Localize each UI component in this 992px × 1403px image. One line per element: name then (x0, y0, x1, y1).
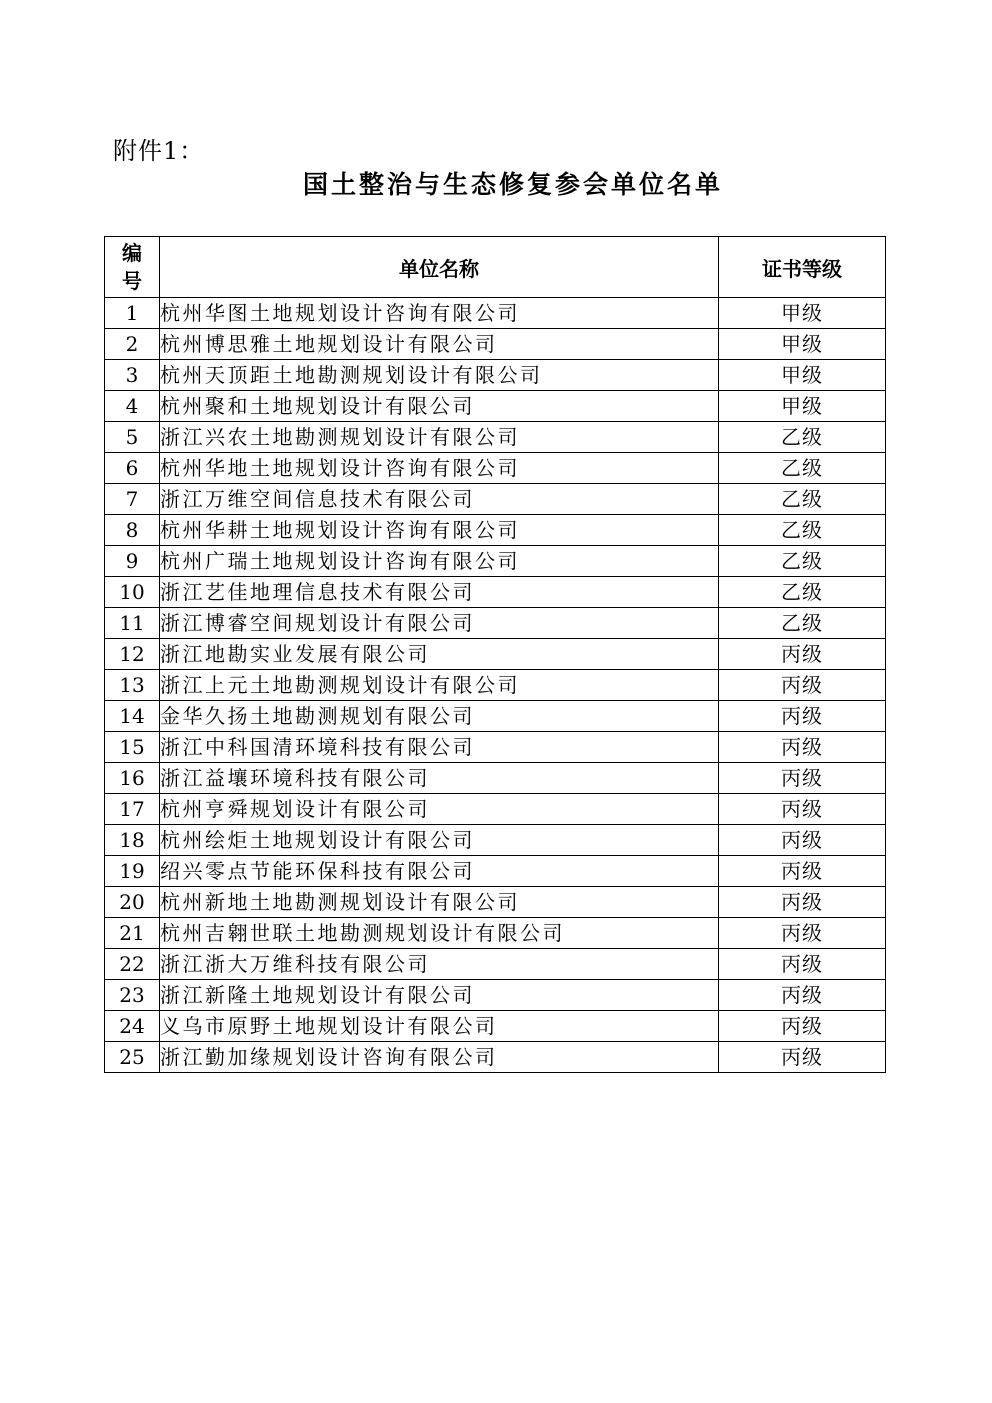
table-row (105, 329, 886, 360)
table-row (105, 732, 886, 763)
certificate-grade: 丙级 (719, 1042, 886, 1073)
unit-name: 浙江艺佳地理信息技术有限公司 (160, 577, 719, 608)
certificate-grade: 丙级 (719, 794, 886, 825)
certificate-grade: 甲级 (719, 391, 886, 422)
unit-name: 绍兴零点节能环保科技有限公司 (160, 856, 719, 887)
unit-name: 浙江兴农土地勘测规划设计有限公司 (160, 422, 719, 453)
table-row (105, 856, 886, 887)
unit-name: 杭州亨舜规划设计有限公司 (160, 794, 719, 825)
table-row (105, 639, 886, 670)
certificate-grade: 丙级 (719, 980, 886, 1011)
table-row (105, 298, 886, 329)
unit-name: 浙江上元土地勘测规划设计有限公司 (160, 670, 719, 701)
row-number: 10 (105, 577, 160, 608)
row-number: 13 (105, 670, 160, 701)
table-body (105, 298, 886, 1073)
header-certificate-grade: 证书等级 (719, 237, 886, 298)
unit-name: 杭州绘炬土地规划设计有限公司 (160, 825, 719, 856)
certificate-grade: 乙级 (719, 608, 886, 639)
row-number: 23 (105, 980, 160, 1011)
row-number: 12 (105, 639, 160, 670)
header-unit-name: 单位名称 (160, 237, 719, 298)
unit-name: 杭州博思雅土地规划设计有限公司 (160, 329, 719, 360)
row-number: 25 (105, 1042, 160, 1073)
row-number: 18 (105, 825, 160, 856)
row-number: 1 (105, 298, 160, 329)
document-title: 国土整治与生态修复参会单位名单 (302, 170, 723, 199)
row-number: 4 (105, 391, 160, 422)
certificate-grade: 丙级 (719, 825, 886, 856)
certificate-grade: 甲级 (719, 360, 886, 391)
row-number: 11 (105, 608, 160, 639)
unit-name: 浙江中科国清环境科技有限公司 (160, 732, 719, 763)
table-row (105, 484, 886, 515)
certificate-grade: 丙级 (719, 856, 886, 887)
row-number: 16 (105, 763, 160, 794)
row-number: 6 (105, 453, 160, 484)
row-number: 8 (105, 515, 160, 546)
table-row (105, 360, 886, 391)
unit-name: 杭州吉翱世联土地勘测规划设计有限公司 (160, 918, 719, 949)
row-number: 17 (105, 794, 160, 825)
table-row (105, 546, 886, 577)
certificate-grade: 丙级 (719, 701, 886, 732)
row-number: 24 (105, 1011, 160, 1042)
table-row (105, 825, 886, 856)
row-number: 19 (105, 856, 160, 887)
row-number: 5 (105, 422, 160, 453)
table-row (105, 701, 886, 732)
unit-name: 杭州聚和土地规划设计有限公司 (160, 391, 719, 422)
certificate-grade: 丙级 (719, 918, 886, 949)
certificate-grade: 丙级 (719, 732, 886, 763)
certificate-grade: 丙级 (719, 639, 886, 670)
table-row (105, 577, 886, 608)
row-number: 3 (105, 360, 160, 391)
certificate-grade: 乙级 (719, 453, 886, 484)
table-row (105, 980, 886, 1011)
row-number: 7 (105, 484, 160, 515)
row-number: 22 (105, 949, 160, 980)
unit-name: 浙江益壤环境科技有限公司 (160, 763, 719, 794)
table-row (105, 949, 886, 980)
certificate-grade: 乙级 (719, 515, 886, 546)
unit-name: 浙江地勘实业发展有限公司 (160, 639, 719, 670)
table-row (105, 422, 886, 453)
table-row (105, 794, 886, 825)
table-row (105, 453, 886, 484)
unit-name: 杭州天顶距土地勘测规划设计有限公司 (160, 360, 719, 391)
unit-name: 浙江浙大万维科技有限公司 (160, 949, 719, 980)
certificate-grade: 乙级 (719, 546, 886, 577)
certificate-grade: 甲级 (719, 298, 886, 329)
unit-name: 金华久扬土地勘测规划有限公司 (160, 701, 719, 732)
table-row (105, 1011, 886, 1042)
unit-name: 杭州华耕土地规划设计咨询有限公司 (160, 515, 719, 546)
row-number: 20 (105, 887, 160, 918)
unit-name: 浙江博睿空间规划设计有限公司 (160, 608, 719, 639)
certificate-grade: 丙级 (719, 763, 886, 794)
unit-name: 义乌市原野土地规划设计有限公司 (160, 1011, 719, 1042)
unit-name: 杭州广瑞土地规划设计咨询有限公司 (160, 546, 719, 577)
certificate-grade: 丙级 (719, 670, 886, 701)
certificate-grade: 乙级 (719, 484, 886, 515)
row-number: 14 (105, 701, 160, 732)
table-row (105, 763, 886, 794)
table-header-row (105, 237, 886, 298)
certificate-grade: 乙级 (719, 422, 886, 453)
certificate-grade: 甲级 (719, 329, 886, 360)
row-number: 15 (105, 732, 160, 763)
table-row (105, 608, 886, 639)
unit-name: 浙江万维空间信息技术有限公司 (160, 484, 719, 515)
header-number-line1: 编 (122, 241, 142, 265)
certificate-grade: 丙级 (719, 887, 886, 918)
table-row (105, 515, 886, 546)
unit-name: 杭州华地土地规划设计咨询有限公司 (160, 453, 719, 484)
attachment-label: 附件1： (113, 137, 205, 165)
table-row (105, 918, 886, 949)
table-row (105, 887, 886, 918)
certificate-grade: 丙级 (719, 1011, 886, 1042)
participant-table (104, 236, 886, 1073)
table-row (105, 1042, 886, 1073)
table-row (105, 391, 886, 422)
certificate-grade: 丙级 (719, 949, 886, 980)
unit-name: 浙江新隆土地规划设计有限公司 (160, 980, 719, 1011)
row-number: 21 (105, 918, 160, 949)
header-number-line2: 号 (122, 269, 142, 293)
table-row (105, 670, 886, 701)
row-number: 2 (105, 329, 160, 360)
certificate-grade: 乙级 (719, 577, 886, 608)
unit-name: 杭州华图土地规划设计咨询有限公司 (160, 298, 719, 329)
unit-name: 杭州新地土地勘测规划设计有限公司 (160, 887, 719, 918)
unit-name: 浙江勤加缘规划设计咨询有限公司 (160, 1042, 719, 1073)
header-number (105, 237, 160, 298)
row-number: 9 (105, 546, 160, 577)
